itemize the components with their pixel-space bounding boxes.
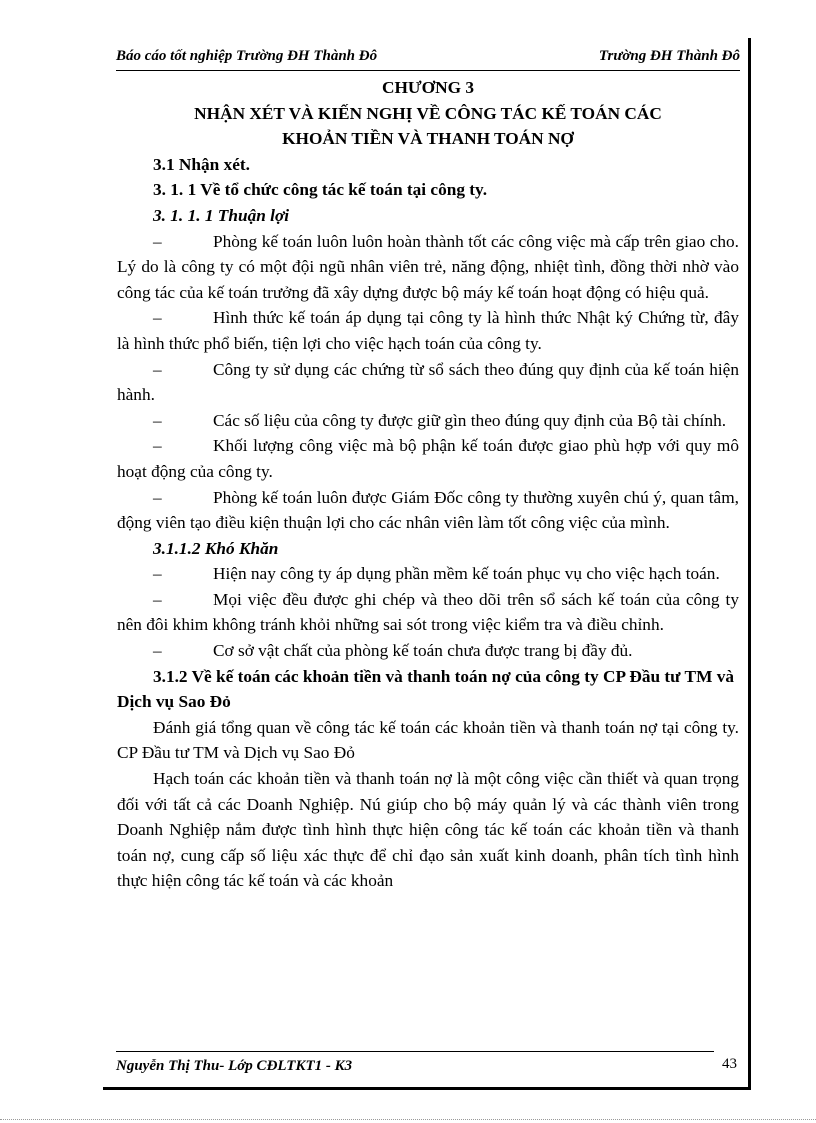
page-body xyxy=(117,75,739,894)
section-heading-3-1-2: 3.1.2 Về kế toán các khoản tiền và thanh toán nợ của công ty CP Đầu tư TM và Dịch vụ Sao Đỏ xyxy=(117,666,734,712)
header-rule xyxy=(116,70,740,71)
difficulty-text: Hiện nay công ty áp dụng phần mềm kế toán phục vụ cho việc hạch toán. xyxy=(213,564,720,584)
advantage-text: Công ty sử dụng các chứng từ sổ sách theo đúng quy định của kế toán hiện hành. xyxy=(117,359,739,405)
section-heading-3-1: 3.1 Nhận xét. xyxy=(153,154,250,174)
dash-marker: – xyxy=(153,641,162,661)
advantage-text: Hình thức kế toán áp dụng tại công ty là hình thức Nhật ký Chứng từ, đây là hình thức phổ biến, tiện lợi cho việc hạch toán của công ty. xyxy=(117,308,739,353)
advantage-item xyxy=(117,357,739,408)
page-number: 43 xyxy=(722,1056,737,1072)
section-heading-3-1-1-2: 3.1.1.2 Khó Khăn xyxy=(153,538,279,558)
dash-marker: – xyxy=(153,359,162,379)
advantage-text: Các số liệu của công ty được giữ gìn theo đúng quy định của Bộ tài chính. xyxy=(213,410,727,430)
footer-rule xyxy=(116,1051,714,1052)
chapter-title-line-2: KHOẢN TIỀN VÀ THANH TOÁN NỢ xyxy=(282,129,574,149)
page-header xyxy=(116,48,740,72)
difficulty-item xyxy=(117,561,739,587)
difficulty-item xyxy=(117,638,739,664)
advantage-text: Khối lượng công việc mà bộ phận kế toán được giao phù hợp với quy mô hoạt động của công ty. xyxy=(117,436,739,481)
chapter-title-line-1: NHẬN XÉT VÀ KIẾN NGHỊ VỀ CÔNG TÁC KẾ TOÁN CÁC xyxy=(194,103,662,123)
advantage-item xyxy=(117,408,739,434)
difficulty-text: Mọi việc đều được ghi chép và theo dõi trên sổ sách kế toán của công ty nên đôi khim không tránh khỏi những sai sót trong việc kiểm tra và điều chỉnh. xyxy=(117,589,739,635)
dash-marker: – xyxy=(153,410,162,430)
dash-marker: – xyxy=(153,589,162,609)
header-right: Trường ĐH Thành Đô xyxy=(598,48,740,64)
advantage-item xyxy=(117,485,739,536)
body-paragraph: Đánh giá tổng quan về công tác kế toán các khoản tiền và thanh toán nợ tại công ty. CP Đầu tư TM và Dịch vụ Sao Đỏ xyxy=(117,717,739,763)
dash-marker: – xyxy=(153,436,162,456)
section-heading-3-1-1-1: 3. 1. 1. 1 Thuận lợi xyxy=(153,205,290,225)
difficulty-item xyxy=(117,587,739,638)
section-heading-3-1-1: 3. 1. 1 Về tổ chức công tác kế toán tại công ty. xyxy=(153,180,488,200)
dash-marker: – xyxy=(153,231,162,251)
dash-marker: – xyxy=(153,564,162,584)
advantage-text: Phòng kế toán luôn được Giám Đốc công ty thường xuyên chú ý, quan tâm, động viên tạo điều kiện thuận lợi cho các nhân viên làm tốt công việc của mình. xyxy=(117,487,739,533)
advantage-item xyxy=(117,433,739,484)
dash-marker: – xyxy=(153,308,162,328)
difficulty-text: Cơ sở vật chất của phòng kế toán chưa được trang bị đầy đủ. xyxy=(213,641,633,661)
advantage-item xyxy=(117,305,739,356)
body-paragraph: Hạch toán các khoản tiền và thanh toán nợ là một công việc cần thiết và quan trọng đối với tất cả các Doanh Nghiệp. Nú giúp cho bộ máy quản lý và các thành viên trong Doanh Nghiệp nắm được tình hình thực hiện công tác kế toán các khoản tiền và thanh toán nợ, cung cấp số liệu xác thực để chỉ đạo sản xuất kinh doanh, phân tích tình hình thực hiện công tác kế toán và các khoản xyxy=(117,769,739,891)
dash-marker: – xyxy=(153,487,162,507)
advantage-item xyxy=(117,229,739,306)
header-left: Báo cáo tốt nghiệp Trường ĐH Thành Đô xyxy=(116,48,378,64)
footer-author: Nguyễn Thị Thu- Lớp CĐLTKT1 - K3 xyxy=(116,1058,353,1074)
advantage-text: Phòng kế toán luôn luôn hoàn thành tốt các công việc mà cấp trên giao cho. Lý do là công ty có một đội ngũ nhân viên trẻ, năng động, nhiệt tình, đồng thời nhờ vào công tác của kế toán trưởng đã xây dựng được bộ máy kế toán hoạt động có hiệu quả. xyxy=(117,231,739,302)
page-edge-dotted-line xyxy=(0,1119,816,1120)
chapter-number: CHƯƠNG 3 xyxy=(381,78,474,97)
